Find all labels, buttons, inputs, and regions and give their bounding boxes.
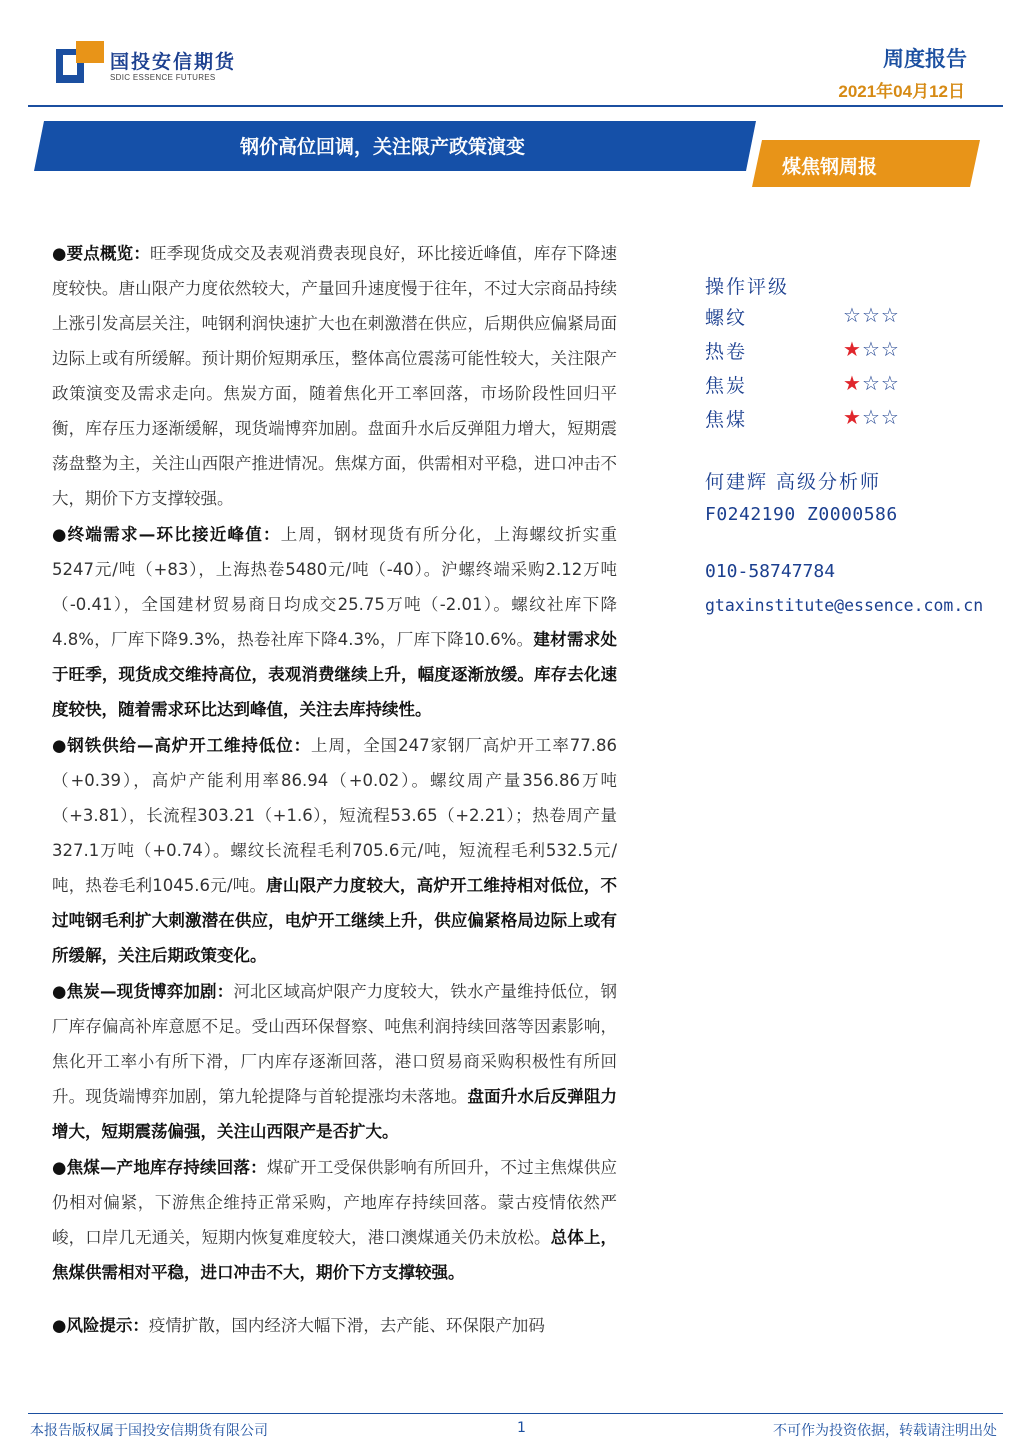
rating-row: [705, 303, 1015, 337]
rating-product-name: 热卷: [705, 341, 748, 363]
star-outline-icon: ☆: [880, 371, 900, 395]
star-filled-icon: ★: [843, 337, 862, 361]
rating-heading: 操作评级: [705, 276, 790, 298]
header-divider: [28, 105, 1003, 107]
star-filled-icon: ★: [843, 371, 862, 395]
section-demand: [52, 517, 617, 727]
page-number: 1: [517, 1420, 526, 1436]
company-logo: [56, 41, 104, 83]
section-risk: [52, 1308, 617, 1343]
star-filled-icon: ★: [843, 405, 862, 429]
star-outline-icon: ☆: [861, 303, 881, 327]
analyst-phone: 010-58747784: [705, 561, 836, 582]
star-outline-icon: ☆: [880, 337, 900, 361]
star-outline-icon: ☆: [880, 303, 900, 327]
section-lead: ●钢铁供给—高炉开工维持低位：: [52, 736, 312, 755]
star-outline-icon: ☆: [880, 405, 900, 429]
section-conclusion: 唐山限产力度较大，高炉开工维持相对低位，不过吨钢毛利扩大刺激潜在供应，电炉开工继续上升，供应偏紧格局边际上或有所缓解，关注后期政策变化。: [52, 876, 617, 965]
rating-row: [705, 337, 1015, 371]
section-conclusion: 建材需求处于旺季，现货成交维持高位，表观消费继续上升，幅度逐渐放缓。库存去化速度较快，随着需求环比达到峰值，关注去库持续性。: [52, 630, 617, 719]
section-overview: [52, 236, 617, 516]
rating-product-name: 焦炭: [705, 375, 748, 397]
section-supply: [52, 728, 617, 973]
rating-stars: [843, 303, 900, 327]
rating-row: [705, 371, 1015, 405]
section-text: 疫情扩散，国内经济大幅下滑，去产能、环保限产加码: [148, 1316, 545, 1335]
category-tag-label: 煤焦钢周报: [782, 156, 878, 178]
star-outline-icon: ☆: [861, 371, 881, 395]
star-outline-icon: ☆: [861, 337, 881, 361]
section-text: 旺季现货成交及表观消费表现良好，环比接近峰值，库存下降速度较快。唐山限产力度依然较大，产量回升速度慢于往年，不过大宗商品持续上涨引发高层关注，吨钢利润快速扩大也在刺激潜在供应，后期供应偏紧局面边际上或有所缓解。预计期价短期承压，整体高位震荡可能性较大，关注限产政策演变及需求走向。焦炭方面，随着焦化开工率回落，市场阶段性回归平衡，库存压力逐渐缓解，现货端博弈加剧。盘面升水后反弹阻力增大，短期震荡盘整为主，关注山西限产推进情况。焦煤方面，供需相对平稳，进口冲击不大，期价下方支撑较强。: [52, 244, 618, 508]
rating-product-name: 螺纹: [705, 307, 748, 329]
section-lead: ●焦炭—现货博弈加剧：: [52, 982, 234, 1001]
company-name: 国投安信期货: [110, 51, 237, 73]
section-lead: ●焦煤—产地库存持续回落：: [52, 1158, 267, 1177]
section-lead: ●终端需求—环比接近峰值：: [52, 525, 281, 544]
star-outline-icon: ☆: [861, 405, 881, 429]
rating-product-name: 焦煤: [705, 409, 748, 431]
section-text: 煤矿开工受保供影响有所回升，不过主焦煤供应仍相对偏紧，下游焦企维持正常采购，产地库存持续回落。蒙古疫情依然严峻，口岸几无通关，短期内恢复难度较大，港口澳煤通关仍未放松。: [52, 1158, 618, 1247]
report-date: 2021年04月12日: [838, 82, 965, 101]
report-title: 钢价高位回调，关注限产政策演变: [240, 136, 526, 158]
footer-divider: [28, 1413, 1003, 1414]
rating-row: [705, 405, 1015, 439]
section-coke: [52, 974, 617, 1149]
company-name-en: SDIC ESSENCE FUTURES: [110, 73, 216, 82]
analyst-email: gtaxinstitute@essence.com.cn: [705, 596, 984, 615]
rating-list: [705, 303, 1015, 439]
sidebar: [705, 272, 1015, 615]
section-text: 上周，全国247家钢厂高炉开工率77.86（+0.39），高炉产能利用率86.94（+0.02）。螺纹周产量356.86万吨（+3.81），长流程303.21（+1.6），短流程53.65（+2.21）；热卷周产量327.1万吨（+0.74）。螺纹长流程毛利705.6元/吨，短流程毛利532.5元/吨，热卷毛利1045.6元/吨。: [52, 736, 617, 895]
section-text: 河北区域高炉限产力度较大，铁水产量维持低位，钢厂库存偏高补库意愿不足。受山西环保督察、吨焦利润持续回落等因素影响，焦化开工率小有所下滑，厂内库存逐渐回落，港口贸易商采购积极性有所回升。现货端博弈加剧，第九轮提降与首轮提涨均未落地。: [52, 982, 618, 1106]
analyst-name: 何建辉 高级分析师: [705, 471, 882, 493]
section-lead: ●要点概览：: [52, 244, 151, 263]
report-type: 周度报告: [883, 47, 967, 71]
rating-stars: [843, 371, 900, 395]
report-body: [52, 236, 617, 1344]
section-coking-coal: [52, 1150, 617, 1290]
copyright-notice: 本报告版权属于国投安信期货有限公司: [30, 1423, 268, 1439]
disclaimer: 不可作为投资依据，转载请注明出处: [773, 1423, 997, 1439]
section-text: 上周，钢材现货有所分化，上海螺纹折实重5247元/吨（+83），上海热卷5480元/吨（-40）。沪螺终端采购2.12万吨（-0.41），全国建材贸易商日均成交25.75万吨（-2.01）。螺纹社库下降4.8%，厂库下降9.3%，热卷社库下降4.3%，厂库下降10.6%。: [52, 525, 617, 649]
rating-stars: [843, 405, 900, 429]
star-outline-icon: ☆: [843, 303, 862, 327]
section-lead: ●风险提示：: [52, 1316, 149, 1335]
section-conclusion: 总体上，焦煤供需相对平稳，进口冲击不大，期价下方支撑较强。: [52, 1228, 618, 1282]
rating-stars: [843, 337, 900, 361]
section-conclusion: 盘面升水后反弹阻力增大，短期震荡偏强，关注山西限产是否扩大。: [52, 1087, 618, 1141]
analyst-license: F0242190 Z0000586: [705, 504, 898, 525]
